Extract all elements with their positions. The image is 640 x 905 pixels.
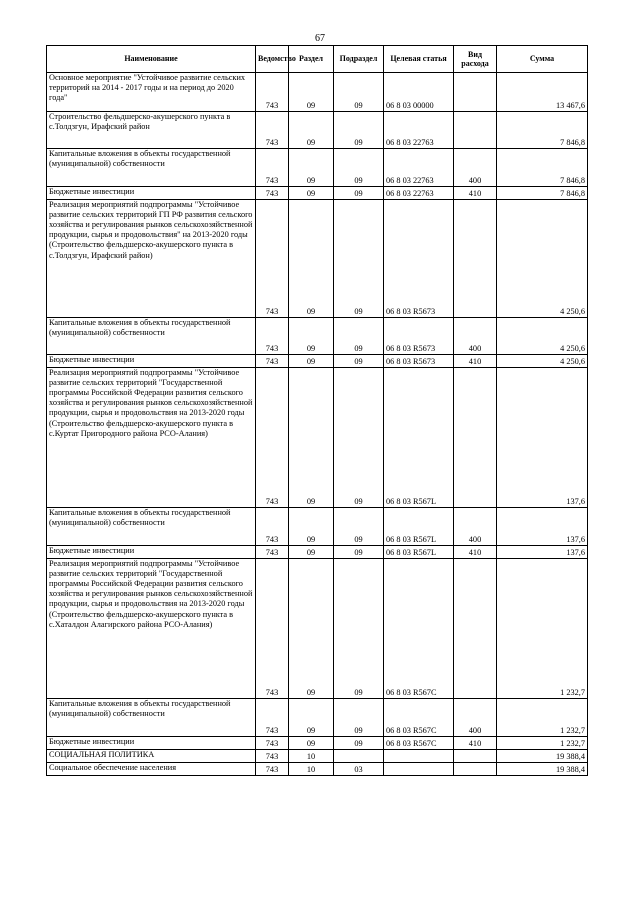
row-sum: 137,6 — [497, 368, 588, 508]
table-row — [47, 73, 588, 112]
row-sum: 13 467,6 — [497, 73, 588, 112]
row-dept: 743 — [256, 73, 289, 112]
row-subsection: 09 — [334, 508, 384, 546]
header-target: Целевая статья — [384, 46, 454, 73]
row-expense: 400 — [454, 699, 497, 737]
row-sum: 137,6 — [497, 508, 588, 546]
row-expense — [454, 763, 497, 776]
row-expense: 400 — [454, 318, 497, 355]
row-target: 06 8 03 R5673 — [384, 318, 454, 355]
row-subsection: 09 — [334, 546, 384, 559]
header-dept: Ведомство — [256, 46, 289, 73]
row-sum: 137,6 — [497, 546, 588, 559]
row-dept: 743 — [256, 750, 289, 763]
row-subsection: 09 — [334, 737, 384, 750]
row-subsection: 09 — [334, 559, 384, 699]
row-subsection: 09 — [334, 73, 384, 112]
row-expense — [454, 200, 497, 318]
table-row — [47, 200, 588, 318]
table-row — [47, 763, 588, 776]
row-name: Реализация мероприятий подпрограммы "Устойчивое развитие сельских территорий ГП РФ развития сельского хозяйства и регулирования рынков сельскохозяйственной продукции, сырья и продовольствия" на 2013-2020 годы (Строительство фельдшерско-акушерского пункта в с.Толдзгун, Ирафский район) — [47, 200, 256, 318]
row-name: Капитальные вложения в объекты государственной (муниципальной) собственности — [47, 149, 256, 187]
row-target: 06 8 03 22763 — [384, 149, 454, 187]
table-row — [47, 112, 588, 149]
row-sum: 19 388,4 — [497, 763, 588, 776]
row-target: 06 8 03 R5673 — [384, 200, 454, 318]
row-name: Социальное обеспечение населения — [47, 763, 256, 776]
row-expense: 410 — [454, 355, 497, 368]
row-dept: 743 — [256, 355, 289, 368]
row-name: Бюджетные инвестиции — [47, 737, 256, 750]
row-section: 09 — [289, 737, 334, 750]
row-subsection: 03 — [334, 763, 384, 776]
row-sum: 7 846,8 — [497, 149, 588, 187]
table-row — [47, 187, 588, 200]
row-dept: 743 — [256, 763, 289, 776]
row-dept: 743 — [256, 368, 289, 508]
header-section: Раздел — [289, 46, 334, 73]
row-name: СОЦИАЛЬНАЯ ПОЛИТИКА — [47, 750, 256, 763]
row-target: 06 8 03 R567L — [384, 546, 454, 559]
row-name: Реализация мероприятий подпрограммы "Устойчивое развитие сельских территорий "Государственной программы Российской Федерации развития сельского хозяйства и регулирования рынков сельскохозяйственной продукции, сырья и продовольствия на 2013-2020 годы (Строительство фельдшерско-акушерского пункта в с.Куртат Пригородного района РСО-Алания) — [47, 368, 256, 508]
row-dept: 743 — [256, 318, 289, 355]
row-sum: 1 232,7 — [497, 699, 588, 737]
row-section: 09 — [289, 73, 334, 112]
row-section: 09 — [289, 187, 334, 200]
row-section: 09 — [289, 355, 334, 368]
row-dept: 743 — [256, 737, 289, 750]
row-subsection — [334, 750, 384, 763]
row-sum: 7 846,8 — [497, 112, 588, 149]
row-expense — [454, 73, 497, 112]
row-dept: 743 — [256, 187, 289, 200]
row-name: Капитальные вложения в объекты государственной (муниципальной) собственности — [47, 318, 256, 355]
row-expense: 400 — [454, 508, 497, 546]
row-section: 09 — [289, 112, 334, 149]
row-target: 06 8 03 R5673 — [384, 355, 454, 368]
row-name: Бюджетные инвестиции — [47, 187, 256, 200]
row-target: 06 8 03 R567C — [384, 559, 454, 699]
row-section: 10 — [289, 763, 334, 776]
row-section: 09 — [289, 559, 334, 699]
row-dept: 743 — [256, 200, 289, 318]
row-name: Капитальные вложения в объекты государственной (муниципальной) собственности — [47, 699, 256, 737]
row-subsection: 09 — [334, 318, 384, 355]
table-row — [47, 737, 588, 750]
row-sum: 4 250,6 — [497, 318, 588, 355]
row-expense — [454, 368, 497, 508]
table-row — [47, 559, 588, 699]
row-subsection: 09 — [334, 112, 384, 149]
row-subsection: 09 — [334, 368, 384, 508]
row-expense — [454, 750, 497, 763]
row-name: Бюджетные инвестиции — [47, 355, 256, 368]
row-dept: 743 — [256, 546, 289, 559]
header-subsection: Подраздел — [334, 46, 384, 73]
header-name: Наименование — [47, 46, 256, 73]
row-section: 09 — [289, 699, 334, 737]
row-subsection: 09 — [334, 355, 384, 368]
row-expense — [454, 559, 497, 699]
header-expense: Вид расхода — [454, 46, 497, 73]
row-target: 06 8 03 22763 — [384, 187, 454, 200]
row-sum: 19 388,4 — [497, 750, 588, 763]
row-target — [384, 750, 454, 763]
row-sum: 4 250,6 — [497, 355, 588, 368]
row-sum: 1 232,7 — [497, 737, 588, 750]
table-row — [47, 750, 588, 763]
row-name: Капитальные вложения в объекты государственной (муниципальной) собственности — [47, 508, 256, 546]
row-target: 06 8 03 00000 — [384, 73, 454, 112]
row-target: 06 8 03 R567L — [384, 368, 454, 508]
row-dept: 743 — [256, 559, 289, 699]
row-section: 09 — [289, 149, 334, 187]
row-subsection: 09 — [334, 187, 384, 200]
row-section: 09 — [289, 200, 334, 318]
row-expense: 410 — [454, 737, 497, 750]
table-row — [47, 355, 588, 368]
row-sum: 4 250,6 — [497, 200, 588, 318]
row-target: 06 8 03 22763 — [384, 112, 454, 149]
row-section: 09 — [289, 318, 334, 355]
row-section: 09 — [289, 508, 334, 546]
table-header-row — [47, 46, 588, 73]
table-row — [47, 546, 588, 559]
table-row — [47, 508, 588, 546]
row-dept: 743 — [256, 149, 289, 187]
table-row — [47, 318, 588, 355]
budget-table — [46, 45, 588, 776]
row-dept: 743 — [256, 112, 289, 149]
row-name: Основное мероприятие "Устойчивое развитие сельских территорий на 2014 - 2017 годы и на период до 2020 года" — [47, 73, 256, 112]
table-row — [47, 149, 588, 187]
row-expense — [454, 112, 497, 149]
row-expense: 410 — [454, 546, 497, 559]
row-section: 09 — [289, 546, 334, 559]
row-expense: 400 — [454, 149, 497, 187]
row-dept: 743 — [256, 699, 289, 737]
table-row — [47, 699, 588, 737]
row-name: Бюджетные инвестиции — [47, 546, 256, 559]
table-row — [47, 368, 588, 508]
row-sum: 7 846,8 — [497, 187, 588, 200]
row-dept: 743 — [256, 508, 289, 546]
row-section: 10 — [289, 750, 334, 763]
header-sum: Сумма — [497, 46, 588, 73]
row-expense: 410 — [454, 187, 497, 200]
row-target — [384, 763, 454, 776]
row-target: 06 8 03 R567L — [384, 508, 454, 546]
row-subsection: 09 — [334, 200, 384, 318]
row-section: 09 — [289, 368, 334, 508]
page-number: 67 — [315, 33, 325, 44]
row-subsection: 09 — [334, 149, 384, 187]
row-target: 06 8 03 R567C — [384, 737, 454, 750]
row-name: Реализация мероприятий подпрограммы "Устойчивое развитие сельских территорий "Государственной программы Российской Федерации развития сельского хозяйства и регулирования рынков сельскохозяйственной продукции, сырья и продовольствия на 2013-2020 годы (Строительство фельдшерско-акушерского пункта в с.Хаталдон Алагирского района РСО-Алания) — [47, 559, 256, 699]
row-sum: 1 232,7 — [497, 559, 588, 699]
row-name: Строительство фельдшерско-акушерского пункта в с.Толдзгун, Ирафский район — [47, 112, 256, 149]
row-subsection: 09 — [334, 699, 384, 737]
row-target: 06 8 03 R567C — [384, 699, 454, 737]
